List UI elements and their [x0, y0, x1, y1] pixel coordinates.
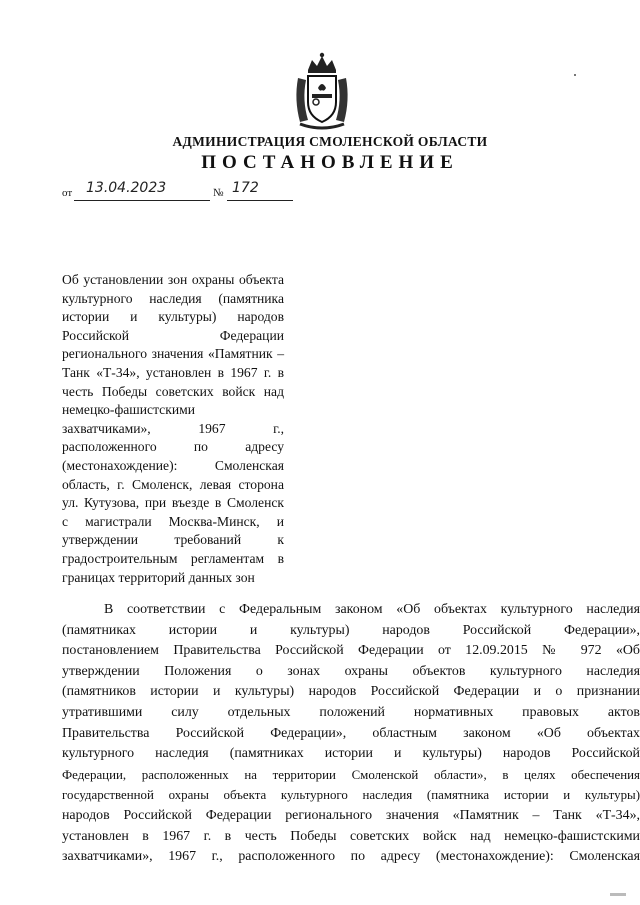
- body-line: установлен в 1967 г. в честь Победы советских войск над немецко-фашистскими: [62, 828, 640, 844]
- handwritten-number: 172: [232, 180, 259, 196]
- subject-block: [62, 271, 284, 587]
- subject-line: Об установлении зон охраны объекта: [62, 272, 284, 287]
- subject-line: Танк «Т-34», установлен в 1967 г. в: [62, 364, 284, 380]
- body-line: захватчиками», 1967 г., расположенного по адресу (местонахождение): Смоленская: [62, 849, 640, 865]
- body-line: (памятников истории и культуры) народов Российской Федерации и о признании: [62, 684, 640, 700]
- body-line: утратившими силу отдельных положений нормативных правовых актов: [62, 704, 640, 720]
- subject-line: регионального значения «Памятник –: [62, 346, 284, 362]
- body-line: постановлением Правительства Российской Федерации от 12.09.2015 № 972 «Об: [62, 643, 640, 659]
- subject-line: (местонахождение): Смоленская: [62, 457, 284, 473]
- subject-line: ул. Кутузова, при въезде в Смоленск: [62, 495, 284, 511]
- subject-line: истории и культуры) народов: [62, 309, 284, 325]
- subject-line: немецко-фашистскими: [62, 402, 195, 418]
- subject-line: расположенного по адресу: [62, 439, 284, 455]
- subject-line: культурного наследия (памятника: [62, 290, 284, 306]
- date-underline: [74, 200, 210, 201]
- scan-speck: [610, 893, 626, 896]
- body-line: Правительства Российской Федерации», областным законом «Об объектах: [62, 725, 640, 741]
- subject-line: честь Победы советских войск над: [62, 383, 284, 399]
- subject-line: с магистрали Москва-Минск, и: [62, 513, 284, 529]
- date-from-label: от: [62, 187, 73, 199]
- body-line: государственной охраны объекта культурного наследия (памятника истории и культуры): [62, 788, 640, 803]
- body-line: (памятниках истории и культуры) народов Российской Федерации»,: [62, 622, 640, 638]
- subject-line: утверждении требований к: [62, 532, 284, 548]
- subject-line: Российской Федерации: [62, 327, 284, 343]
- document-type-title: ПОСТАНОВЛЕНИЕ: [201, 152, 459, 173]
- body-line: народов Российской Федерации регионального значения «Памятник – Танк «Т-34»,: [62, 807, 640, 823]
- handwritten-date: 13.04.2023: [86, 180, 167, 196]
- body-line: В соответствии с Федеральным законом «Об объектах культурного наследия: [104, 602, 640, 617]
- organization-title: АДМИНИСТРАЦИЯ СМОЛЕНСКОЙ ОБЛАСТИ: [172, 134, 488, 149]
- subject-line: границах территорий данных зон: [62, 569, 255, 585]
- subject-line: область, г. Смоленск, левая сторона: [62, 476, 284, 492]
- body-text: [62, 600, 640, 868]
- number-underline: [227, 200, 293, 201]
- body-line: Федерации, расположенных на территории Смоленской области», в целях обеспечения: [62, 767, 640, 782]
- body-line: культурного наследия (памятниках истории и культуры) народов Российской: [62, 746, 640, 762]
- subject-line: захватчиками», 1967 г.,: [62, 420, 284, 436]
- body-line: утверждении Положения о зонах охраны объектов культурного наследия: [62, 663, 640, 679]
- coat-of-arms-icon: [290, 50, 354, 130]
- subject-line: градостроительным регламентам в: [62, 550, 284, 566]
- number-label: №: [213, 187, 224, 199]
- scan-speck: [574, 74, 576, 76]
